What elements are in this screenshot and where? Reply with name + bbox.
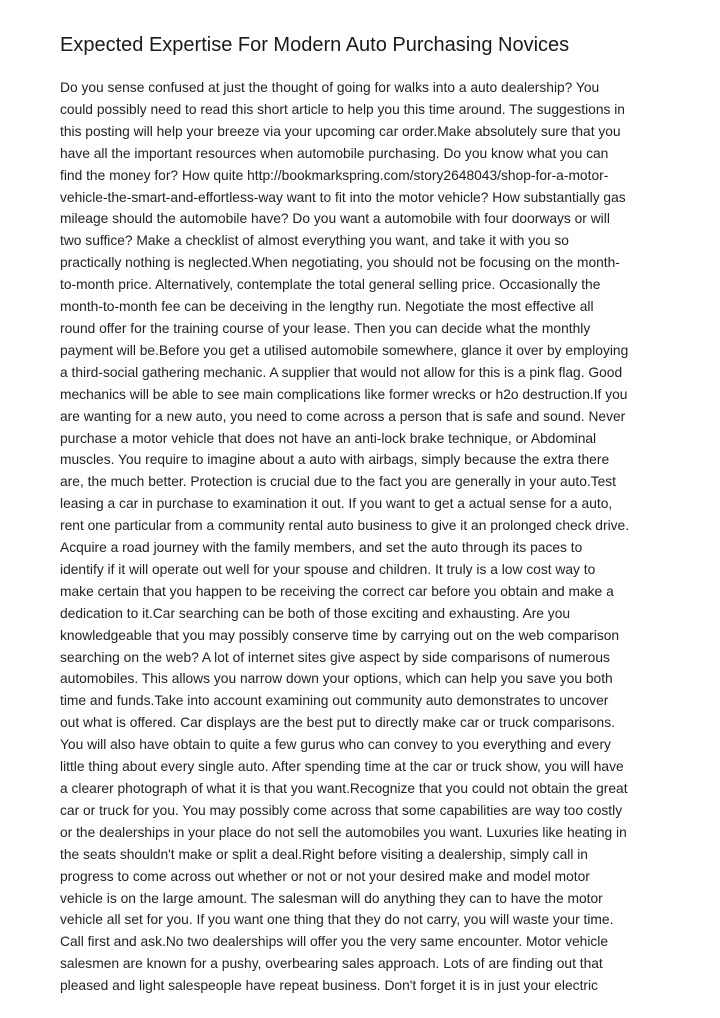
text-line: practically nothing is neglected.When negotiating, you should not be focusing on the month- <box>60 255 620 271</box>
text-line: round offer for the training course of your lease. Then you can decide what the monthly <box>60 320 591 336</box>
text-line: have all the important resources when automobile purchasing. Do you know what you can <box>60 145 609 161</box>
text-line: You will also have obtain to quite a few gurus who can convey to you everything and every <box>60 737 611 753</box>
text-line: mechanics will be able to see main complications like former wrecks or h2o destruction.If you <box>60 386 628 402</box>
text-line: or the dealerships in your place do not sell the automobiles you want. Luxuries like heating in <box>60 824 627 840</box>
text-line: payment will be.Before you get a utilised automobile somewhere, glance it over by employing <box>60 342 629 358</box>
text-line: identify if it will operate out well for your spouse and children. It truly is a low cost way to <box>60 561 596 577</box>
text-line: pleased and light salespeople have repeat business. Don't forget it is in just your electric <box>60 978 598 994</box>
text-line: make certain that you happen to be receiving the correct car before you obtain and make a <box>60 583 614 599</box>
text-line: vehicle-the-smart-and-effortless-way want to fit into the motor vehicle? How substantially gas <box>60 189 626 205</box>
text-line: salesmen are known for a pushy, overbearing sales approach. Lots of are finding out that <box>60 956 603 972</box>
text-line: Call first and ask.No two dealerships will offer you the very same encounter. Motor vehicle <box>60 934 609 950</box>
text-line: knowledgeable that you may possibly conserve time by carrying out on the web comparison <box>60 627 620 643</box>
text-line: a clearer photograph of what it is that you want.Recognize that you could not obtain the great <box>60 781 628 796</box>
text-line: purchase a motor vehicle that does not have an anti-lock brake technique, or Abdominal <box>60 430 597 446</box>
text-line: are, the much better. Protection is crucial due to the fact you are generally in your auto.Test <box>60 474 617 490</box>
article-body <box>60 77 660 997</box>
text-line: dedication to it.Car searching can be both of those exciting and exhausting. Are you <box>60 605 571 621</box>
text-line: progress to come across out whether or not or not your desired make and model motor <box>60 868 590 884</box>
text-line: to-month price. Alternatively, contemplate the total general selling price. Occasionally the <box>60 277 601 293</box>
text-line: vehicle is on the large amount. The salesman will do anything they can to have the motor <box>60 890 603 906</box>
text-line: could possibly need to read this short article to help you this time around. The suggestions in <box>60 101 625 117</box>
text-line: two suffice? Make a checklist of almost everything you want, and take it with you so <box>60 233 569 249</box>
text-line: Acquire a road journey with the family members, and set the auto through its paces to <box>60 540 583 556</box>
text-line: searching on the web? A lot of internet sites give aspect by side comparisons of numerous <box>60 649 610 665</box>
text-line: time and funds.Take into account examining out community auto demonstrates to uncover <box>60 693 609 709</box>
text-line: are wanting for a new auto, you need to come across a person that is safe and sound. Never <box>60 408 626 424</box>
text-line: the seats shouldn't make or split a deal.Right before visiting a dealership, simply call in <box>60 846 588 862</box>
text-line: leasing a car in purchase to examination it out. If you want to get a actual sense for a auto, <box>60 496 613 512</box>
text-line: rent one particular from a community rental auto business to give it an prolonged check drive. <box>60 518 630 534</box>
text-line: vehicle all set for you. If you want one thing that they do not carry, you will waste your time. <box>60 912 614 928</box>
text-line: find the money for? How quite http://bookmarkspring.com/story2648043/shop-for-a-motor- <box>60 167 609 183</box>
page-title: Expected Expertise For Modern Auto Purchasing Novices <box>60 34 570 56</box>
text-line: little thing about every single auto. After spending time at the car or truck show, you will have <box>60 759 624 775</box>
text-line: muscles. You require to imagine about a auto with airbags, simply because the extra there <box>60 452 610 468</box>
text-line: automobiles. This allows you narrow down your options, which can help you save you both <box>60 671 613 687</box>
text-line: car or truck for you. You may possibly come across that some capabilities are way too costly <box>60 802 623 818</box>
text-line: out what is offered. Car displays are the best put to directly make car or truck comparisons. <box>60 715 615 731</box>
text-line: this posting will help your breeze via your upcoming car order.Make absolutely sure that you <box>60 123 621 139</box>
text-line: Do you sense confused at just the thought of going for walks into a auto dealership? You <box>60 80 600 95</box>
text-line: month-to-month fee can be deceiving in the lengthy run. Negotiate the most effective all <box>60 299 594 315</box>
text-line: mileage should the automobile have? Do you want a automobile with four doorways or will <box>60 211 610 227</box>
text-line: a third-social gathering mechanic. A supplier that would not allow for this is a pink flag. Good <box>60 364 623 380</box>
